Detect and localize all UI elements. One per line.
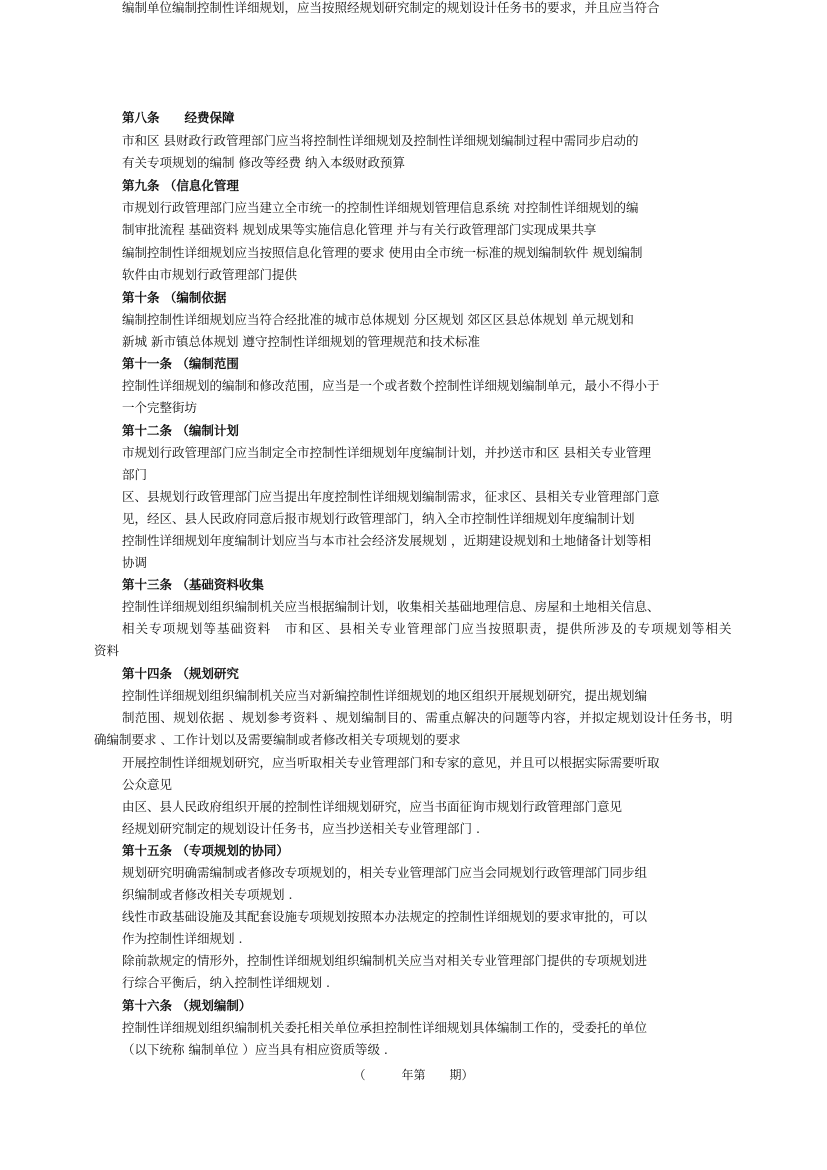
- text-line: 线性市政基础设施及其配套设施专项规划按照本办法规定的控制性详细规划的要求审批的，可以: [122, 909, 648, 924]
- text-line: 区、县规划行政管理部门应当提出年度控制性详细规划编制需求，征求区、县相关专业管理部门意: [122, 489, 660, 504]
- article-heading: 第十条 （编制依据: [122, 290, 227, 305]
- text-line: 制范围、规划依据 、规划参考资料 、规划编制目的、需重点解决的问题等内容，并拟定规划设计任务书，明: [122, 710, 733, 725]
- text-line: 一个完整街坊: [122, 400, 198, 415]
- article-heading: 第十四条 （规划研究: [122, 666, 239, 681]
- text-line: 由区、县人民政府组织开展的控制性详细规划研究，应当书面征询市规划行政管理部门意见: [122, 799, 623, 814]
- page-footer: （ 年第 期）: [353, 1068, 474, 1082]
- text-line: 见，经区、县人民政府同意后报市规划行政管理部门，纳入全市控制性详细规划年度编制计划: [122, 511, 635, 526]
- text-line: 市规划行政管理部门应当建立全市统一的控制性详细规划管理信息系统 对控制性详细规划的编: [122, 200, 639, 215]
- article-heading: 第九条 （信息化管理: [122, 178, 239, 193]
- text-line: （以下统称 编制单位 ）应当具有相应资质等级 .: [122, 1042, 388, 1057]
- article-heading: 第十三条 （基础资料收集: [122, 577, 264, 592]
- text-line: 控制性详细规划的编制和修改范围，应当是一个或者数个控制性详细规划编制单元，最小不得小于: [122, 378, 660, 393]
- text-line: 控制性详细规划组织编制机关应当对新编控制性详细规划的地区组织开展规划研究，提出规划编: [122, 688, 648, 703]
- text-line: 软件由市规划行政管理部门提供: [122, 267, 298, 282]
- text-line: 开展控制性详细规划研究，应当听取相关专业管理部门和专家的意见，并且可以根据实际需要听取: [122, 755, 660, 770]
- text-line: 协调: [122, 555, 148, 570]
- article-heading: 第十一条 （编制范围: [122, 356, 239, 371]
- text-line: 控制性详细规划组织编制机关应当根据编制计划，收集相关基础地理信息、房屋和土地相关信息、: [122, 599, 660, 614]
- article-heading: 第十六条 （规划编制）: [122, 998, 252, 1013]
- text-line: 部门: [122, 467, 148, 482]
- text-line: 编制单位编制控制性详细规划，应当按照经规划研究制定的规划设计任务书的要求，并且应当符合: [122, 0, 660, 15]
- text-line: 经规划研究制定的规划设计任务书，应当抄送相关专业管理部门 .: [122, 821, 480, 836]
- text-line: 公众意见: [122, 777, 173, 792]
- text-line: 资料: [94, 643, 120, 658]
- text-line: 有关专项规划的编制 修改等经费 纳入本级财政预算: [122, 155, 405, 170]
- article-heading: 第十二条 （编制计划: [122, 423, 239, 438]
- text-line: 编制控制性详细规划应当按照信息化管理的要求 使用由全市统一标准的规划编制软件 规划编制: [122, 245, 643, 260]
- text-line: 作为控制性详细规划 .: [122, 931, 243, 946]
- text-line: 编制控制性详细规划应当符合经批准的城市总体规划 分区规划 郊区区县总体规划 单元规划和: [122, 312, 634, 327]
- text-line: 相关专项规划等基础资料 市和区、县相关专业管理部门应当按照职责，提供所涉及的专项规划等相关: [122, 621, 733, 636]
- text-line: 确编制要求 、工作计划以及需要编制或者修改相关专项规划的要求: [94, 732, 461, 747]
- article-heading: 第十五条 （专项规划的协同）: [122, 843, 289, 858]
- text-line: 市规划行政管理部门应当制定全市控制性详细规划年度编制计划，并抄送市和区 县相关专业管理: [122, 445, 651, 460]
- text-line: 行综合平衡后，纳入控制性详细规划 .: [122, 975, 330, 990]
- text-line: 控制性详细规划组织编制机关委托相关单位承担控制性详细规划具体编制工作的，受委托的单位: [122, 1020, 648, 1035]
- text-line: 制审批流程 基础资料 规划成果等实施信息化管理 并与有关行政管理部门实现成果共享: [122, 222, 597, 237]
- text-line: 织编制或者修改相关专项规划 .: [122, 887, 293, 902]
- text-line: 市和区 县财政行政管理部门应当将控制性详细规划及控制性详细规划编制过程中需同步启动的: [122, 133, 639, 148]
- text-line: 新城 新市镇总体规划 遵守控制性详细规划的管理规范和技术标准: [122, 334, 480, 349]
- text-line: 除前款规定的情形外，控制性详细规划组织编制机关应当对相关专业管理部门提供的专项规划进: [122, 953, 648, 968]
- text-line: 规划研究明确需编制或者修改专项规划的，相关专业管理部门应当会同规划行政管理部门同步组: [122, 865, 648, 880]
- article-heading: 第八条 经费保障: [122, 110, 235, 125]
- text-line: 控制性详细规划年度编制计划应当与本市社会经济发展规划 ，近期建设规划和土地储备计划等相: [122, 533, 651, 548]
